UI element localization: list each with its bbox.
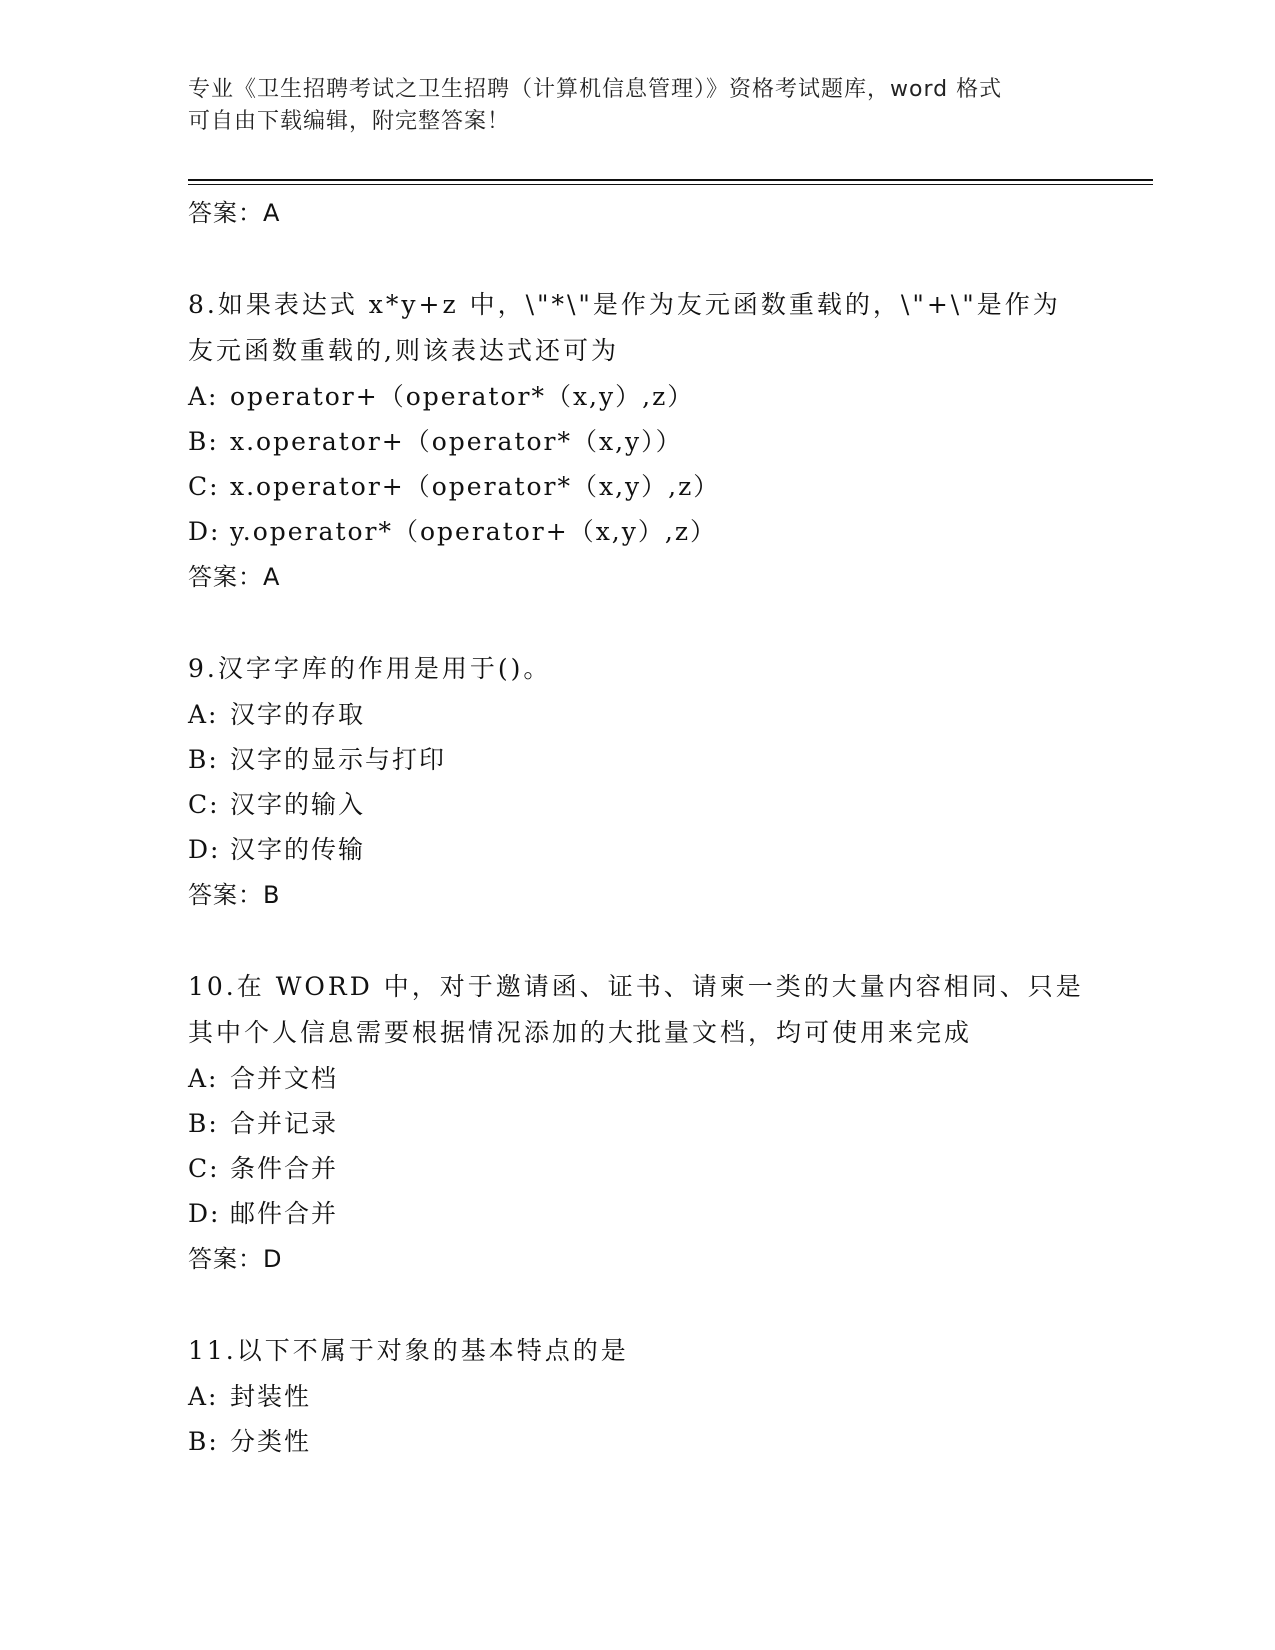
option-text: 合并文档 xyxy=(230,1064,339,1093)
option-text: 汉字的存取 xyxy=(230,700,366,729)
option-text: x.operator+（operator*（x,y）,z） xyxy=(230,472,721,501)
option-text: 邮件合并 xyxy=(230,1199,339,1228)
header-line-1: 专业《卫生招聘考试之卫生招聘（计算机信息管理）》资格考试题库，word 格式 xyxy=(188,77,1003,102)
option-a xyxy=(188,1056,1148,1101)
question-8 xyxy=(188,282,1148,600)
option-a xyxy=(188,1374,1148,1419)
question-11 xyxy=(188,1328,1148,1464)
option-text: operator+（operator*（x,y）,z） xyxy=(230,382,695,411)
option-text: x.operator+（operator*（x,y）） xyxy=(230,427,683,456)
stem-line: 10.在 WORD 中，对于邀请函、证书、请柬一类的大量内容相同、只是 xyxy=(188,972,1084,1001)
header-divider-thin xyxy=(188,184,1153,185)
question-stem xyxy=(188,1328,1148,1374)
option-key: B: xyxy=(188,1427,219,1456)
header-line-2: 可自由下载编辑，附完整答案！ xyxy=(188,109,511,134)
stem-line: 9.汉字字库的作用是用于()。 xyxy=(188,654,552,683)
question-stem xyxy=(188,282,1148,374)
option-key: D: xyxy=(188,1199,221,1228)
option-key: C: xyxy=(188,472,220,501)
option-a xyxy=(188,374,1148,419)
option-text: 汉字的输入 xyxy=(230,790,366,819)
question-stem xyxy=(188,646,1148,692)
option-key: A: xyxy=(188,382,219,411)
option-key: A: xyxy=(188,1382,219,1411)
option-d xyxy=(188,509,1148,554)
header-divider-thick xyxy=(188,179,1153,181)
answer-label: 答案：A xyxy=(188,199,281,227)
option-text: 汉字的传输 xyxy=(230,835,366,864)
stem-line: 8.如果表达式 x*y+z 中，\"*\"是作为友元函数重载的，\"+\"是作为 xyxy=(188,290,1061,319)
document-header xyxy=(188,74,1088,138)
answer-label: 答案：A xyxy=(188,563,281,591)
option-b xyxy=(188,419,1148,464)
option-key: A: xyxy=(188,700,219,729)
stem-line: 11.以下不属于对象的基本特点的是 xyxy=(188,1336,629,1365)
option-key: B: xyxy=(188,745,219,774)
stem-line: 其中个人信息需要根据情况添加的大批量文档，均可使用来完成 xyxy=(188,1018,973,1047)
stem-line: 友元函数重载的,则该表达式还可为 xyxy=(188,336,619,365)
option-key: C: xyxy=(188,790,220,819)
option-text: 汉字的显示与打印 xyxy=(230,745,447,774)
option-text: 分类性 xyxy=(230,1427,312,1456)
question-9 xyxy=(188,646,1148,918)
answer-label: 答案：B xyxy=(188,881,281,909)
question-10 xyxy=(188,964,1148,1282)
option-d xyxy=(188,1191,1148,1236)
option-text: 封装性 xyxy=(230,1382,312,1411)
option-a xyxy=(188,692,1148,737)
option-c xyxy=(188,782,1148,827)
question-list xyxy=(188,190,1148,1464)
question-stem xyxy=(188,964,1148,1056)
option-b xyxy=(188,1419,1148,1464)
option-text: 合并记录 xyxy=(230,1109,339,1138)
option-b xyxy=(188,1101,1148,1146)
option-text: y.operator*（operator+（x,y）,z） xyxy=(230,517,717,546)
option-c xyxy=(188,464,1148,509)
option-key: D: xyxy=(188,517,221,546)
option-c xyxy=(188,1146,1148,1191)
option-b xyxy=(188,737,1148,782)
answer-label: 答案：D xyxy=(188,1245,283,1273)
option-key: B: xyxy=(188,1109,219,1138)
option-key: C: xyxy=(188,1154,220,1183)
option-key: B: xyxy=(188,427,219,456)
option-text: 条件合并 xyxy=(230,1154,339,1183)
option-key: A: xyxy=(188,1064,219,1093)
option-d xyxy=(188,827,1148,872)
option-key: D: xyxy=(188,835,221,864)
